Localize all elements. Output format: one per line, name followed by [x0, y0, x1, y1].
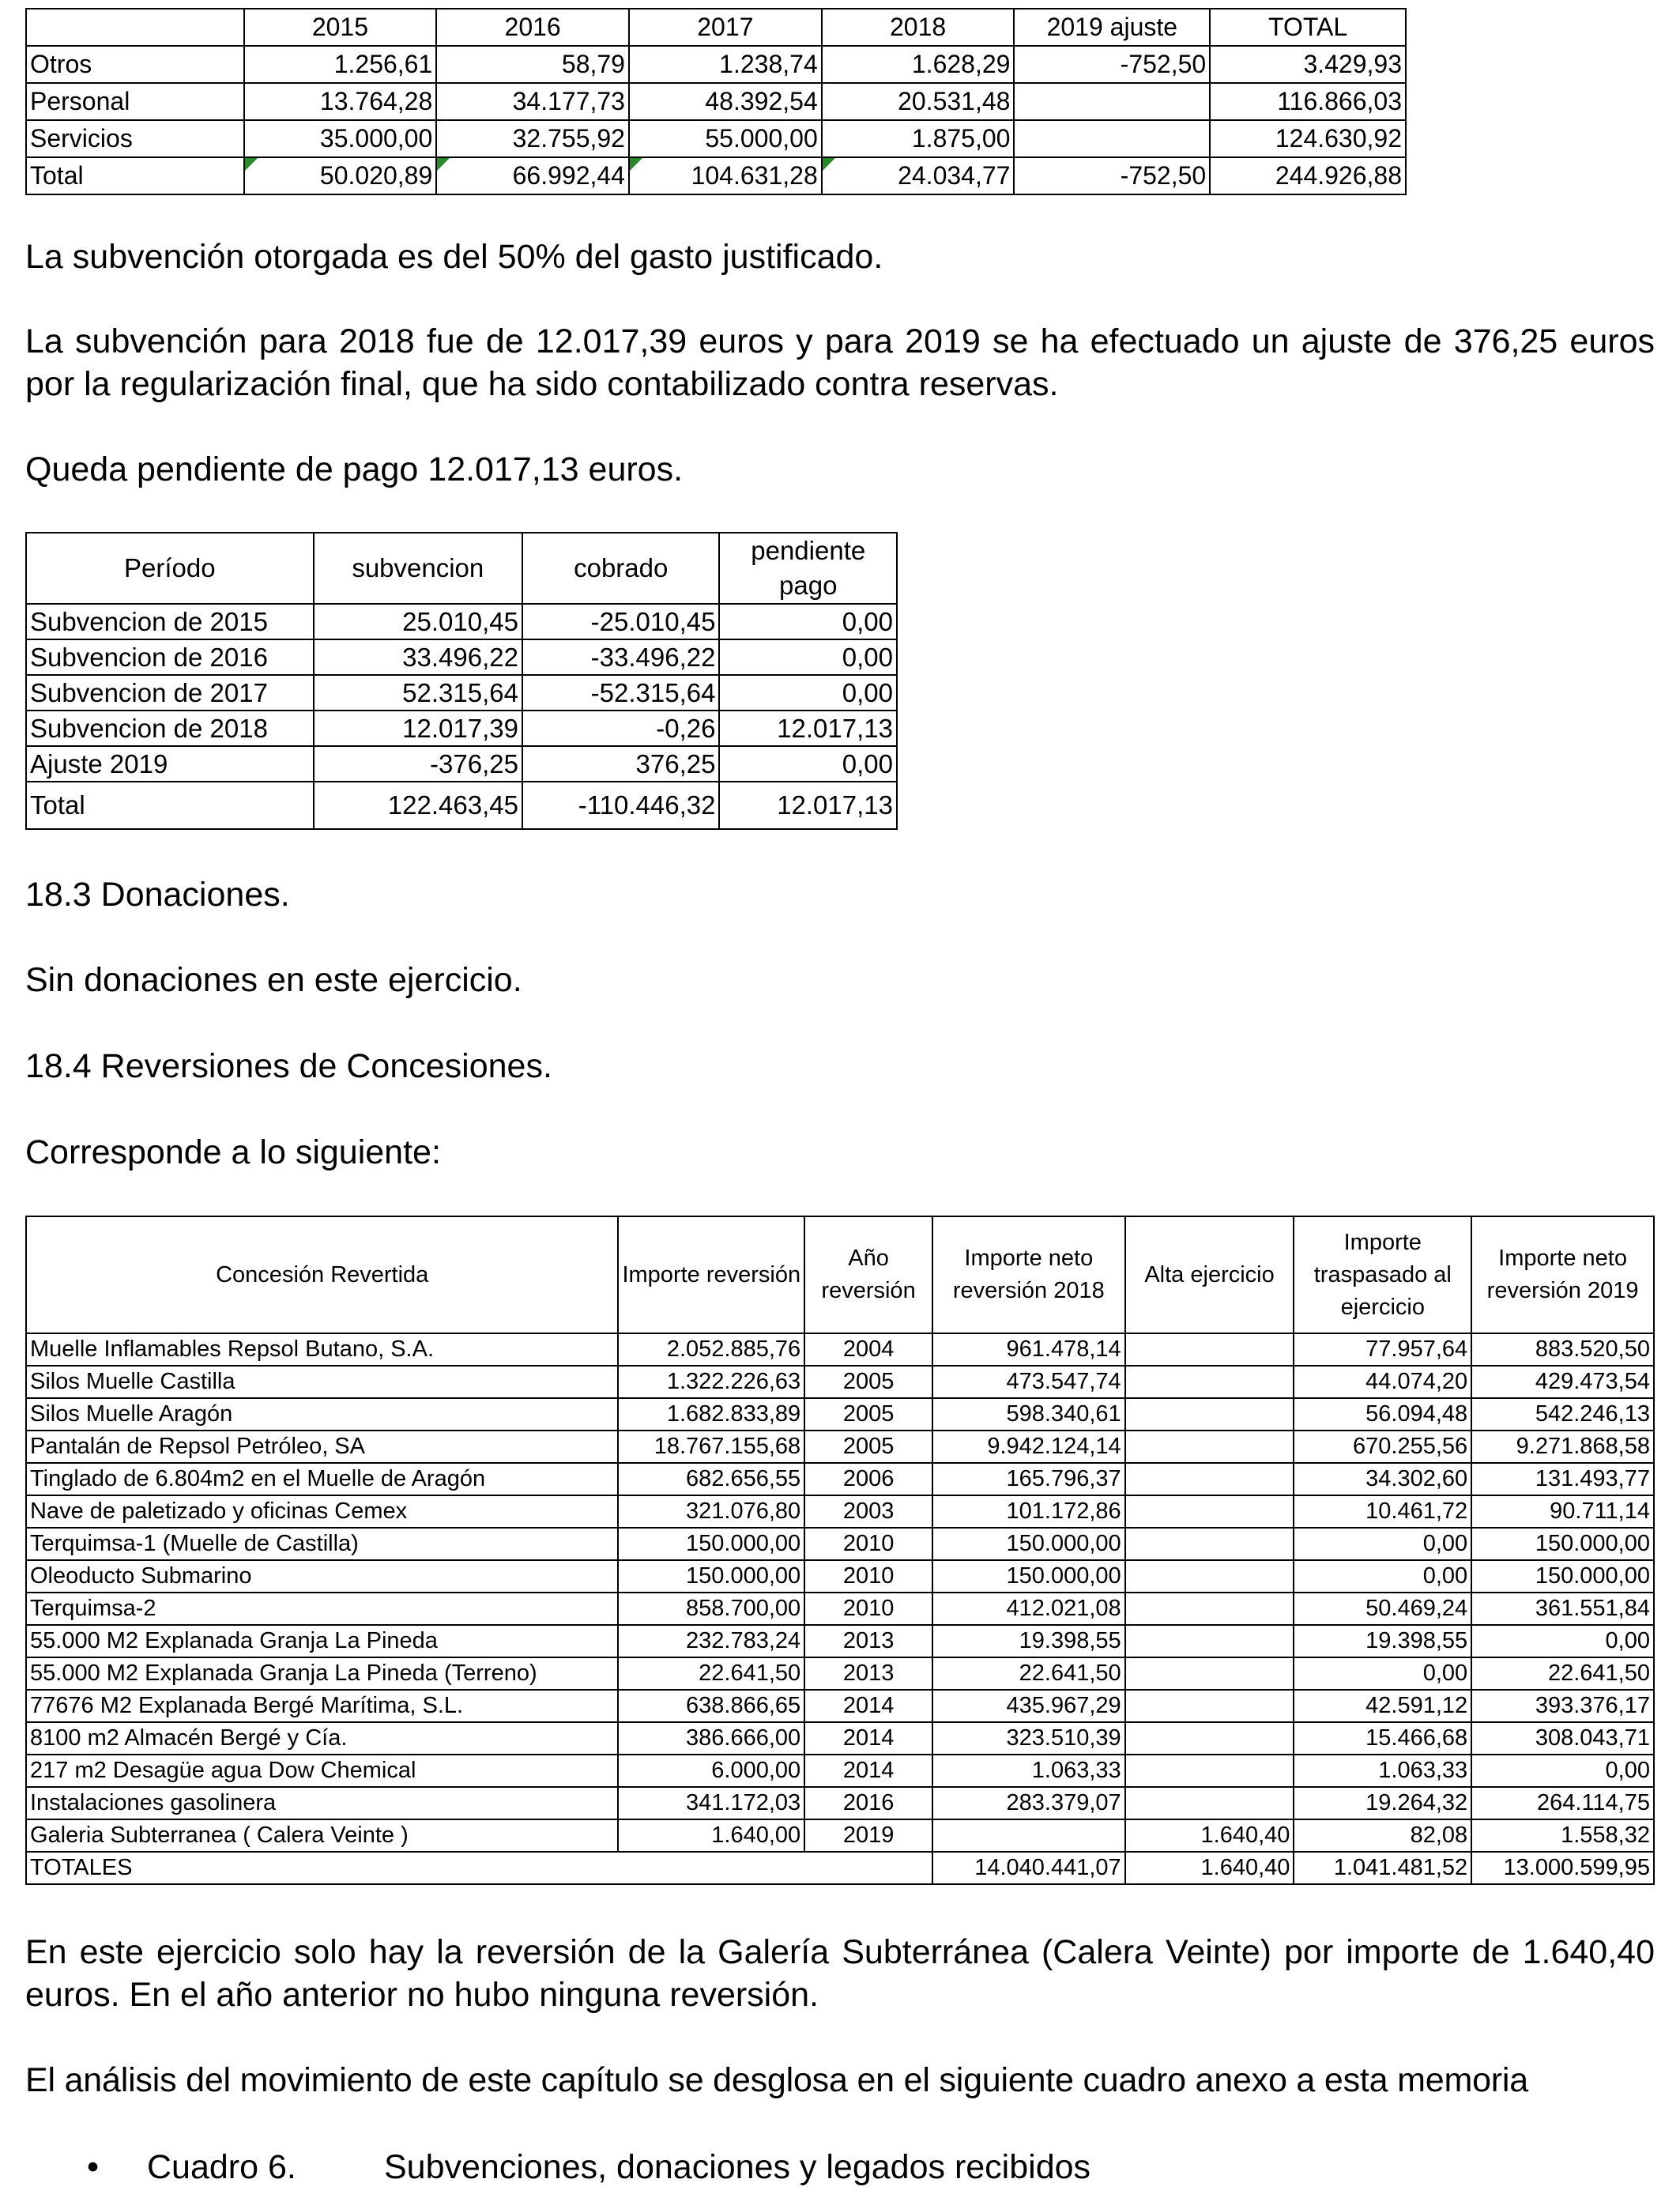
row-label: Total	[26, 782, 314, 829]
table-cell: 1.682.833,89	[618, 1398, 804, 1431]
row-label: Silos Muelle Aragón	[26, 1398, 618, 1431]
paragraph: La subvención para 2018 fue de 12.017,39 euros y para 2019 se ha efectuado un ajuste de 376,25 euros por la regularización final, que ha sido contabilizado contra reservas.	[25, 322, 1655, 403]
table-cell: 232.783,24	[618, 1625, 804, 1657]
table-cell	[1125, 1333, 1294, 1366]
table-row	[26, 1528, 1654, 1560]
table-cell	[1125, 1690, 1294, 1722]
bullet-text: Subvenciones, donaciones y legados recibidos	[384, 2148, 1091, 2186]
table-cell: 90.711,14	[1471, 1495, 1654, 1528]
header-cell: 2019 ajuste	[1014, 9, 1210, 46]
table-cell: 2014	[804, 1722, 932, 1755]
table-cell: 150.000,00	[932, 1528, 1125, 1560]
table-cell: 1.875,00	[822, 120, 1015, 157]
row-label: TOTALES	[26, 1852, 932, 1884]
table-row	[26, 1819, 1654, 1852]
table-cell: 1.322.226,63	[618, 1366, 804, 1398]
table-cell: 34.177,73	[436, 83, 629, 120]
table-cell: 883.520,50	[1471, 1333, 1654, 1366]
table-cell	[1125, 1560, 1294, 1593]
table-cell: 1.063,33	[932, 1755, 1125, 1787]
table-cell: 0,00	[1294, 1528, 1471, 1560]
concession-reversions-table	[25, 1216, 1655, 1885]
bullet-label: Cuadro 6.	[147, 2148, 296, 2186]
table-row	[26, 711, 897, 746]
table-cell: 2019	[804, 1819, 932, 1852]
table-cell: -752,50	[1014, 157, 1210, 194]
table-cell: 66.992,44	[436, 157, 629, 194]
table-cell: 58,79	[436, 46, 629, 83]
table-cell: -376,25	[314, 746, 522, 782]
section-heading: 18.4 Reversiones de Concesiones.	[25, 1047, 552, 1085]
table-cell: 361.551,84	[1471, 1593, 1654, 1625]
table-cell: 15.466,68	[1294, 1722, 1471, 1755]
table-row	[26, 1560, 1654, 1593]
row-label: 217 m2 Desagüe agua Dow Chemical	[26, 1755, 618, 1787]
table-cell: 20.531,48	[822, 83, 1015, 120]
table-cell	[1125, 1431, 1294, 1463]
table-cell: 0,00	[719, 746, 897, 782]
table-cell: 2005	[804, 1431, 932, 1463]
table-cell: -52.315,64	[522, 675, 720, 711]
table-cell: 101.172,86	[932, 1495, 1125, 1528]
table-cell: 12.017,39	[314, 711, 522, 746]
table-row	[26, 1657, 1654, 1690]
table-cell: 682.656,55	[618, 1463, 804, 1495]
table-cell	[1125, 1366, 1294, 1398]
table-cell: -110.446,32	[522, 782, 720, 829]
table-cell: 14.040.441,07	[932, 1852, 1125, 1884]
table-row	[26, 1366, 1654, 1398]
table-cell: 0,00	[1471, 1755, 1654, 1787]
table-cell: 2004	[804, 1333, 932, 1366]
table-row	[26, 604, 897, 639]
table-cell: -0,26	[522, 711, 720, 746]
table-cell: 0,00	[719, 639, 897, 675]
table-cell: 0,00	[1471, 1625, 1654, 1657]
header-cell: 2017	[629, 9, 822, 46]
table-header-row	[26, 533, 897, 604]
table-cell: 1.063,33	[1294, 1755, 1471, 1787]
table-cell	[1125, 1755, 1294, 1787]
table-cell: 2006	[804, 1463, 932, 1495]
table-cell	[1125, 1625, 1294, 1657]
table-cell: 1.256,61	[244, 46, 437, 83]
table-row	[26, 1593, 1654, 1625]
table-cell: 150.000,00	[932, 1560, 1125, 1593]
table-cell	[1125, 1593, 1294, 1625]
bullet-list-item	[87, 2146, 1090, 2188]
table-cell: 150.000,00	[1471, 1560, 1654, 1593]
table-cell: 1.628,29	[822, 46, 1015, 83]
table-cell: 19.398,55	[1294, 1625, 1471, 1657]
paragraph: La subvención otorgada es del 50% del gasto justificado.	[25, 238, 883, 276]
table-cell: 341.172,03	[618, 1787, 804, 1819]
table-cell: -752,50	[1014, 46, 1210, 83]
table-total-row	[26, 157, 1406, 194]
table-cell: 2013	[804, 1657, 932, 1690]
row-label: 77676 M2 Explanada Bergé Marítima, S.L.	[26, 1690, 618, 1722]
table-row	[26, 1495, 1654, 1528]
table-row	[26, 639, 897, 675]
expenses-by-year-table	[25, 8, 1407, 195]
table-cell	[1125, 1657, 1294, 1690]
table-cell: 25.010,45	[314, 604, 522, 639]
table-cell	[1125, 1528, 1294, 1560]
table-cell: 264.114,75	[1471, 1787, 1654, 1819]
bullet-icon: •	[87, 2148, 100, 2186]
row-label: Instalaciones gasolinera	[26, 1787, 618, 1819]
table-cell: 598.340,61	[932, 1398, 1125, 1431]
table-cell: 150.000,00	[618, 1528, 804, 1560]
header-cell: Año reversión	[804, 1216, 932, 1333]
table-cell	[1125, 1463, 1294, 1495]
header-cell: Concesión Revertida	[26, 1216, 618, 1333]
table-cell: 2005	[804, 1366, 932, 1398]
table-cell: 2010	[804, 1528, 932, 1560]
row-label: Terquimsa-2	[26, 1593, 618, 1625]
table-cell: 1.640,40	[1125, 1852, 1294, 1884]
table-cell	[1125, 1495, 1294, 1528]
table-cell: 34.302,60	[1294, 1463, 1471, 1495]
table-header-row	[26, 1216, 1654, 1333]
paragraph: El análisis del movimiento de este capítulo se desglosa en el siguiente cuadro anexo a esta memoria	[25, 2061, 1528, 2099]
table-total-row	[26, 782, 897, 829]
table-cell: 22.641,50	[1471, 1657, 1654, 1690]
header-cell: cobrado	[522, 533, 720, 604]
table-cell: 12.017,13	[719, 711, 897, 746]
table-cell: 165.796,37	[932, 1463, 1125, 1495]
table-cell	[1125, 1787, 1294, 1819]
header-cell: Alta ejercicio	[1125, 1216, 1294, 1333]
table-cell: 116.866,03	[1210, 83, 1406, 120]
table-cell: 473.547,74	[932, 1366, 1125, 1398]
table-cell: 48.392,54	[629, 83, 822, 120]
table-cell: 19.398,55	[932, 1625, 1125, 1657]
table-cell: 386.666,00	[618, 1722, 804, 1755]
row-label: Subvencion de 2015	[26, 604, 314, 639]
row-label: Terquimsa-1 (Muelle de Castilla)	[26, 1528, 618, 1560]
table-row	[26, 1625, 1654, 1657]
table-row	[26, 1722, 1654, 1755]
row-label: Otros	[26, 46, 244, 83]
table-cell: 131.493,77	[1471, 1463, 1654, 1495]
table-cell: 412.021,08	[932, 1593, 1125, 1625]
header-cell: subvencion	[314, 533, 522, 604]
table-total-row	[26, 1852, 1654, 1884]
row-label: Subvencion de 2018	[26, 711, 314, 746]
table-cell: 18.767.155,68	[618, 1431, 804, 1463]
header-cell: Importe neto reversión 2019	[1471, 1216, 1654, 1333]
table-cell: 35.000,00	[244, 120, 437, 157]
table-cell: 122.463,45	[314, 782, 522, 829]
table-cell: 0,00	[719, 604, 897, 639]
table-row	[26, 675, 897, 711]
table-cell: 9.271.868,58	[1471, 1431, 1654, 1463]
table-cell: 24.034,77	[822, 157, 1015, 194]
row-label: 55.000 M2 Explanada Granja La Pineda	[26, 1625, 618, 1657]
table-cell: 50.020,89	[244, 157, 437, 194]
table-row	[26, 1333, 1654, 1366]
table-cell: 1.558,32	[1471, 1819, 1654, 1852]
table-cell: 2013	[804, 1625, 932, 1657]
table-cell: 52.315,64	[314, 675, 522, 711]
table-cell: 1.640,40	[1125, 1819, 1294, 1852]
table-cell: -25.010,45	[522, 604, 720, 639]
table-cell: 670.255,56	[1294, 1431, 1471, 1463]
table-cell: 542.246,13	[1471, 1398, 1654, 1431]
table-cell: 0,00	[1294, 1560, 1471, 1593]
row-label: Servicios	[26, 120, 244, 157]
paragraph: Queda pendiente de pago 12.017,13 euros.	[25, 450, 684, 488]
row-label: Ajuste 2019	[26, 746, 314, 782]
table-cell: 2010	[804, 1593, 932, 1625]
table-cell: 44.074,20	[1294, 1366, 1471, 1398]
table-cell: 321.076,80	[618, 1495, 804, 1528]
section-heading: 18.3 Donaciones.	[25, 876, 290, 914]
header-cell: TOTAL	[1210, 9, 1406, 46]
header-cell: Importe traspasado al ejercicio	[1294, 1216, 1471, 1333]
table-row	[26, 1463, 1654, 1495]
row-label: Personal	[26, 83, 244, 120]
table-cell: 33.496,22	[314, 639, 522, 675]
table-cell: 56.094,48	[1294, 1398, 1471, 1431]
table-header-row	[26, 9, 1406, 46]
table-cell: 1.041.481,52	[1294, 1852, 1471, 1884]
table-cell: 393.376,17	[1471, 1690, 1654, 1722]
header-cell	[26, 9, 244, 46]
table-cell: 55.000,00	[629, 120, 822, 157]
table-cell: 2010	[804, 1560, 932, 1593]
table-cell: 13.000.599,95	[1471, 1852, 1654, 1884]
header-cell: 2016	[436, 9, 629, 46]
table-cell: 376,25	[522, 746, 720, 782]
table-cell	[1125, 1722, 1294, 1755]
table-cell: 124.630,92	[1210, 120, 1406, 157]
table-cell: 323.510,39	[932, 1722, 1125, 1755]
table-cell	[1125, 1398, 1294, 1431]
table-row	[26, 1398, 1654, 1431]
table-cell: 19.264,32	[1294, 1787, 1471, 1819]
paragraph: Corresponde a lo siguiente:	[25, 1133, 441, 1171]
table-cell: 0,00	[1294, 1657, 1471, 1690]
table-cell: 104.631,28	[629, 157, 822, 194]
row-label: 8100 m2 Almacén Bergé y Cía.	[26, 1722, 618, 1755]
table-cell: 2005	[804, 1398, 932, 1431]
table-cell: 82,08	[1294, 1819, 1471, 1852]
table-cell: 2003	[804, 1495, 932, 1528]
table-row	[26, 120, 1406, 157]
table-cell: 961.478,14	[932, 1333, 1125, 1366]
table-row	[26, 1755, 1654, 1787]
table-cell: 2.052.885,76	[618, 1333, 804, 1366]
table-cell: 2014	[804, 1690, 932, 1722]
table-cell: 435.967,29	[932, 1690, 1125, 1722]
table-cell: 0,00	[719, 675, 897, 711]
row-label: Subvencion de 2017	[26, 675, 314, 711]
table-cell: 858.700,00	[618, 1593, 804, 1625]
row-label: Nave de paletizado y oficinas Cemex	[26, 1495, 618, 1528]
table-cell	[1014, 120, 1210, 157]
table-cell: 429.473,54	[1471, 1366, 1654, 1398]
table-cell: 77.957,64	[1294, 1333, 1471, 1366]
table-cell: 150.000,00	[1471, 1528, 1654, 1560]
table-cell: 22.641,50	[618, 1657, 804, 1690]
header-cell: Importe neto reversión 2018	[932, 1216, 1125, 1333]
subsidy-payments-table	[25, 532, 898, 830]
table-cell: 32.755,92	[436, 120, 629, 157]
table-cell: 283.379,07	[932, 1787, 1125, 1819]
row-label: Oleoducto Submarino	[26, 1560, 618, 1593]
row-label: Galeria Subterranea ( Calera Veinte )	[26, 1819, 618, 1852]
table-cell: 308.043,71	[1471, 1722, 1654, 1755]
table-row	[26, 746, 897, 782]
header-cell: pendiente pago	[719, 533, 897, 604]
table-row	[26, 1787, 1654, 1819]
table-row	[26, 83, 1406, 120]
table-row	[26, 1431, 1654, 1463]
table-cell: 2014	[804, 1755, 932, 1787]
header-cell: 2015	[244, 9, 437, 46]
table-cell: 42.591,12	[1294, 1690, 1471, 1722]
paragraph: En este ejercicio solo hay la reversión de la Galería Subterránea (Calera Veinte) por importe de 1.640,40 euros. En el año anterior no hubo ninguna reversión.	[25, 1933, 1655, 2014]
table-cell: 22.641,50	[932, 1657, 1125, 1690]
row-label: Muelle Inflamables Repsol Butano, S.A.	[26, 1333, 618, 1366]
row-label: Pantalán de Repsol Petróleo, SA	[26, 1431, 618, 1463]
table-cell: 3.429,93	[1210, 46, 1406, 83]
row-label: Total	[26, 157, 244, 194]
row-label: 55.000 M2 Explanada Granja La Pineda (Terreno)	[26, 1657, 618, 1690]
table-cell: 244.926,88	[1210, 157, 1406, 194]
table-cell: 10.461,72	[1294, 1495, 1471, 1528]
paragraph: Sin donaciones en este ejercicio.	[25, 961, 522, 999]
table-cell	[1014, 83, 1210, 120]
table-row	[26, 46, 1406, 83]
table-cell: 1.238,74	[629, 46, 822, 83]
table-cell: 6.000,00	[618, 1755, 804, 1787]
table-cell: -33.496,22	[522, 639, 720, 675]
table-row	[26, 1690, 1654, 1722]
header-cell: Período	[26, 533, 314, 604]
row-label: Subvencion de 2016	[26, 639, 314, 675]
row-label: Silos Muelle Castilla	[26, 1366, 618, 1398]
table-cell: 150.000,00	[618, 1560, 804, 1593]
table-cell: 638.866,65	[618, 1690, 804, 1722]
table-cell: 12.017,13	[719, 782, 897, 829]
table-cell: 13.764,28	[244, 83, 437, 120]
row-label: Tinglado de 6.804m2 en el Muelle de Aragón	[26, 1463, 618, 1495]
table-cell: 9.942.124,14	[932, 1431, 1125, 1463]
table-cell	[932, 1819, 1125, 1852]
header-cell: Importe reversión	[618, 1216, 804, 1333]
table-cell: 2016	[804, 1787, 932, 1819]
table-cell: 1.640,00	[618, 1819, 804, 1852]
header-cell: 2018	[822, 9, 1015, 46]
table-cell: 50.469,24	[1294, 1593, 1471, 1625]
